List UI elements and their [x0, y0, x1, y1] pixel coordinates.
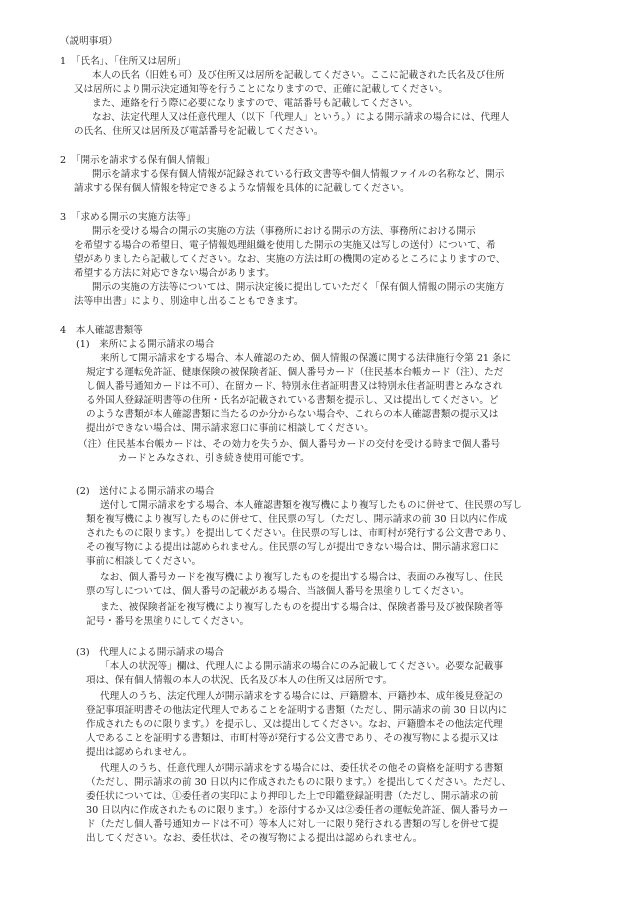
- doc-line: 類を複写機により複写したものに併せて、住民票の写し（ただし、開示請求の前 30 日以内に作成: [86, 514, 508, 525]
- doc-line: 本人の氏名（旧姓も可）及び住所又は居所を記載してください。ここに記載された氏名及び住所: [92, 70, 505, 81]
- doc-line: 委任状については、①委任者の実印により押印した上で印鑑登録証明書（ただし、開示請求の前: [86, 791, 499, 802]
- doc-line: 人であることを証明する書類は、市町村等が発行する公文書であり、その複写物による提示又は: [86, 733, 499, 744]
- doc-line: 事前に相談してください。: [86, 556, 202, 567]
- doc-line: 提出は認められません。: [86, 747, 193, 758]
- doc-line: 30 日以内に作成されたものに限ります。）を添付するか又は②委任者の運転免許証、個人番号カー: [86, 805, 509, 816]
- doc-line: なお、法定代理人又は任意代理人（以下「代理人」という。）による開示請求の場合には、代理人: [92, 112, 510, 123]
- doc-line: また、被保険者証を複写機により複写したものを提出する場合は、保険者番号及び被保険者等: [100, 602, 503, 613]
- doc-line: 規定する運転免許証、健康保険の被保険者証、個人番号カード（住民基本台帳カード（注）、ただ: [86, 367, 504, 378]
- section-3-title: 3 「求める開示の実施方法等」: [60, 212, 196, 223]
- doc-line: されたものに限ります。）を提出してください。住民票の写しは、市町村が発行する公文書であり、: [86, 528, 513, 539]
- doc-line: 票の写しについては、個人番号の記載がある場合、当該個人番号を黒塗りしてください。: [86, 586, 470, 597]
- doc-line: （ただし、開示請求の前 30 日以内に作成されたものに限ります。）を提出してください。ただし、: [86, 777, 512, 788]
- doc-line: 希望する方法に対応できない場合があります。: [74, 268, 275, 279]
- doc-line: の氏名、住所又は居所及び電話番号を記載してください。: [74, 126, 324, 137]
- doc-line: 又は居所により開示決定通知等を行うことになりますので、正確に記載してください。: [74, 84, 448, 95]
- doc-line: 開示の実施の方法等については、開示決定後に提出していただく「保有個人情報の開示の実施方: [92, 282, 505, 293]
- doc-line: なお、個人番号カードを複写機により複写したものを提出する場合は、表面のみ複写し、住民: [100, 572, 503, 583]
- note-line: （注）住民基本台帳カードは、その効力を失うか、個人番号カードの交付を受ける時まで個人番号: [78, 439, 501, 450]
- doc-line: 開示を受ける場合の開示の実施の方法（事務所における開示の方法、事務所における開示: [92, 226, 476, 237]
- section-4-title: 4 本人確認書類等: [60, 325, 143, 336]
- note-line: カードとみなされ、引き続き使用可能です。: [118, 453, 310, 464]
- doc-line: 法等申出書」により、別途申し出ることもできます。: [74, 296, 304, 307]
- doc-line: 提出ができない場合は、開示請求窓口に事前に相談してください。: [86, 423, 374, 434]
- subsection-3-title: (3) 代理人による開示請求の場合: [76, 647, 224, 658]
- section-1-title: 1 「氏名」、「住所又は居所」: [60, 56, 187, 67]
- doc-line: のような書類が本人確認書類に当たるのか分からない場合や、これらの本人確認書類の提示又は: [86, 409, 499, 420]
- subsection-2-title: (2) 送付による開示請求の場合: [76, 486, 215, 497]
- doc-line: 代理人のうち、法定代理人が開示請求をする場合には、戸籍謄本、戸籍抄本、成年後見登記の: [100, 691, 503, 702]
- section-2-title: 2 「開示を請求する保有個人情報」: [60, 155, 215, 166]
- doc-line: 望がありましたら記載してください。なお、実施の方法は町の機関の定めるところによりますので、: [74, 254, 506, 265]
- doc-line: を希望する場合の希望日、電子情報処理組織を使用した開示の実施又は写しの送付）について、希: [74, 240, 496, 251]
- doc-line: 記号・番号を黒塗りにしてください。: [86, 616, 250, 627]
- doc-line: 項は、保有個人情報の本人の状況、氏名及び本人の住所又は居所です。: [86, 675, 393, 686]
- subsection-1-title: (1) 来所による開示請求の場合: [76, 339, 215, 350]
- doc-line: 登記事項証明書その他法定代理人であることを証明する書類（ただし、開示請求の前 30 日以内に: [86, 705, 508, 716]
- doc-line: 「本人の状況等」欄は、代理人による開示請求の場合にのみ記載してください。必要な記載事: [100, 661, 503, 672]
- doc-line: 代理人のうち、任意代理人が開示請求をする場合には、委任状その他その資格を証明する書類: [100, 763, 503, 774]
- doc-line: 開示を請求する保有個人情報が記録されている行政文書等や個人情報ファイルの名称など、開示: [92, 169, 505, 180]
- doc-line: 出してください。なお、委任状は、その複写物による提出は認められません。: [86, 833, 423, 844]
- doc-line: し個人番号通知カードは不可）、在留カード、特別永住者証明書又は特別永住者証明書とみなされ: [86, 381, 503, 392]
- doc-line: ド（ただし個人番号通知カードは不可）等本人に対し一に限り発行される書類の写しを併せて提: [86, 819, 499, 830]
- doc-line: る外国人登録証明書等の住所・氏名が記載されている書類を提示し、又は提出してください。ど: [86, 395, 499, 406]
- doc-line: 来所して開示請求をする場合、本人確認のため、個人情報の保護に関する法律施行令第 21 条に: [100, 353, 512, 364]
- doc-line: 作成されたものに限ります。）を提示し、又は提出してください。なお、戸籍謄本その他法定代理: [86, 719, 503, 730]
- doc-line: その複写物による提出は認められません。住民票の写しが提出できない場合は、開示請求窓口に: [86, 542, 500, 553]
- doc-heading: （説明事項）: [60, 36, 118, 47]
- doc-line: また、連絡を行う際に必要になりますので、電話番号も記載してください。: [92, 98, 418, 109]
- doc-line: 送付して開示請求をする場合、本人確認書類を複写機により複写したものに併せて、住民票の写し: [100, 500, 522, 511]
- doc-line: 請求する保有個人情報を特定できるような情報を具体的に記載してください。: [74, 183, 410, 194]
